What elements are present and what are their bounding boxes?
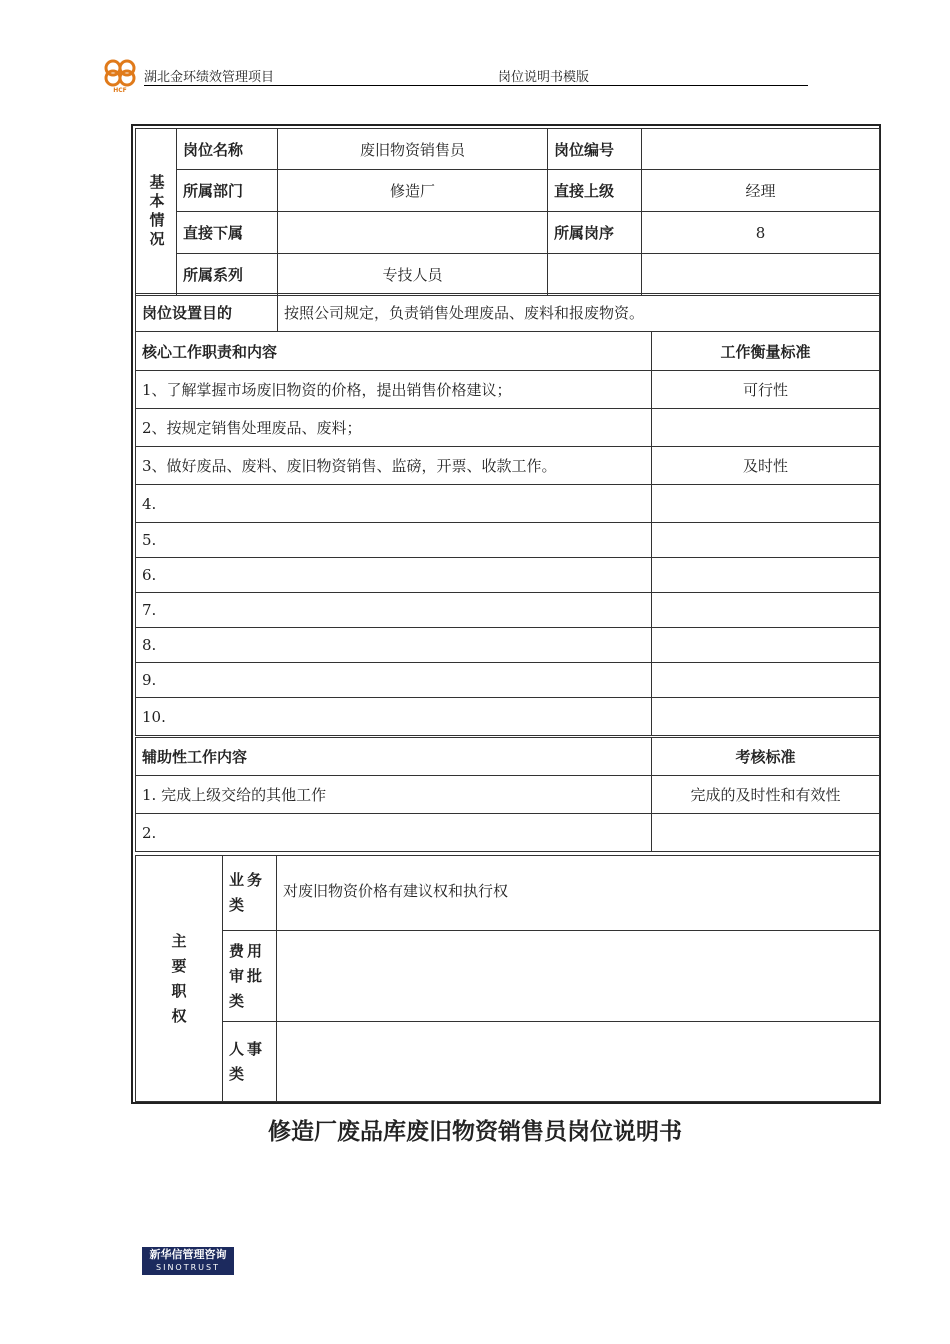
basic-info-table	[135, 128, 880, 296]
table-row: 8.	[136, 628, 652, 663]
purpose-label: 岗位设置目的	[136, 294, 278, 332]
table-row: 6.	[136, 558, 652, 593]
table-row: 9.	[136, 663, 652, 698]
label-position-code: 岗位编号	[548, 129, 642, 170]
value-series: 专技人员	[278, 254, 548, 296]
core-std-header: 工作衡量标准	[652, 332, 880, 371]
table-row-std	[652, 485, 880, 523]
value-department: 修造厂	[278, 170, 548, 212]
empty-cell	[548, 254, 642, 296]
table-row: 4.	[136, 485, 652, 523]
table-row: 1. 完成上级交给的其他工作	[136, 776, 652, 814]
table-row-std	[652, 698, 880, 736]
label-position-rank: 所属岗序	[548, 212, 642, 254]
label-department: 所属部门	[177, 170, 278, 212]
table-row-std	[652, 409, 880, 447]
table-row-std	[652, 663, 880, 698]
value-supervisor: 经理	[642, 170, 880, 212]
table-row: 7.	[136, 593, 652, 628]
label-subordinates: 直接下属	[177, 212, 278, 254]
table-row-std: 及时性	[652, 447, 880, 485]
header-rule	[144, 85, 808, 86]
table-row: 1、了解掌握市场废旧物资的价格，提出销售价格建议；	[136, 371, 652, 409]
authority-text: 对废旧物资价格有建议权和执行权	[277, 856, 880, 931]
company-logo	[100, 54, 140, 94]
header-doc-type: 岗位说明书模版	[498, 70, 590, 85]
authority-text	[277, 1022, 880, 1102]
table-row-std	[652, 593, 880, 628]
document-title: 修造厂废品库废旧物资销售员岗位说明书	[268, 1119, 682, 1145]
core-header: 核心工作职责和内容	[136, 332, 652, 371]
authority-text	[277, 931, 880, 1022]
label-position-name: 岗位名称	[177, 129, 278, 170]
core-duties-table	[135, 331, 880, 736]
aux-header: 辅助性工作内容	[136, 738, 652, 776]
footer-logo	[142, 1247, 234, 1275]
authority-category: 人事类	[223, 1022, 277, 1102]
authority-category: 业务类	[223, 856, 277, 931]
value-position-name: 废旧物资销售员	[278, 129, 548, 170]
footer-logo-en: SINOTRUST	[156, 1263, 220, 1272]
authority-section-label	[136, 856, 223, 1102]
aux-duties-table	[135, 737, 880, 852]
table-row: 2、按规定销售处理废品、废料；	[136, 409, 652, 447]
basic-section-label: 基本情况	[136, 129, 177, 296]
authority-category: 费用审批类	[223, 931, 277, 1022]
label-supervisor: 直接上级	[548, 170, 642, 212]
page-header	[100, 52, 808, 94]
table-row-std: 完成的及时性和有效性	[652, 776, 880, 814]
table-row: 5.	[136, 523, 652, 558]
purpose-table	[135, 293, 880, 332]
authority-table	[135, 855, 880, 1102]
job-description-form	[131, 124, 881, 1104]
table-row: 10.	[136, 698, 652, 736]
aux-std-header: 考核标准	[652, 738, 880, 776]
table-row-std	[652, 558, 880, 593]
table-row-std	[652, 523, 880, 558]
label-series: 所属系列	[177, 254, 278, 296]
svg-text:HCF: HCF	[113, 87, 127, 94]
table-row: 3、做好废品、废料、废旧物资销售、监磅，开票、收款工作。	[136, 447, 652, 485]
purpose-text: 按照公司规定，负责销售处理废品、废料和报废物资。	[278, 294, 880, 332]
value-subordinates	[278, 212, 548, 254]
authority-label-text: 主要职权	[171, 931, 187, 1025]
empty-cell	[642, 254, 880, 296]
value-position-rank: 8	[642, 212, 880, 254]
table-row-std	[652, 814, 880, 852]
table-row-std: 可行性	[652, 371, 880, 409]
table-row-std	[652, 628, 880, 663]
table-row: 2.	[136, 814, 652, 852]
value-position-code	[642, 129, 880, 170]
header-project: 湖北金环绩效管理项目	[144, 70, 275, 85]
footer-logo-cn: 新华信管理咨询	[149, 1248, 227, 1261]
